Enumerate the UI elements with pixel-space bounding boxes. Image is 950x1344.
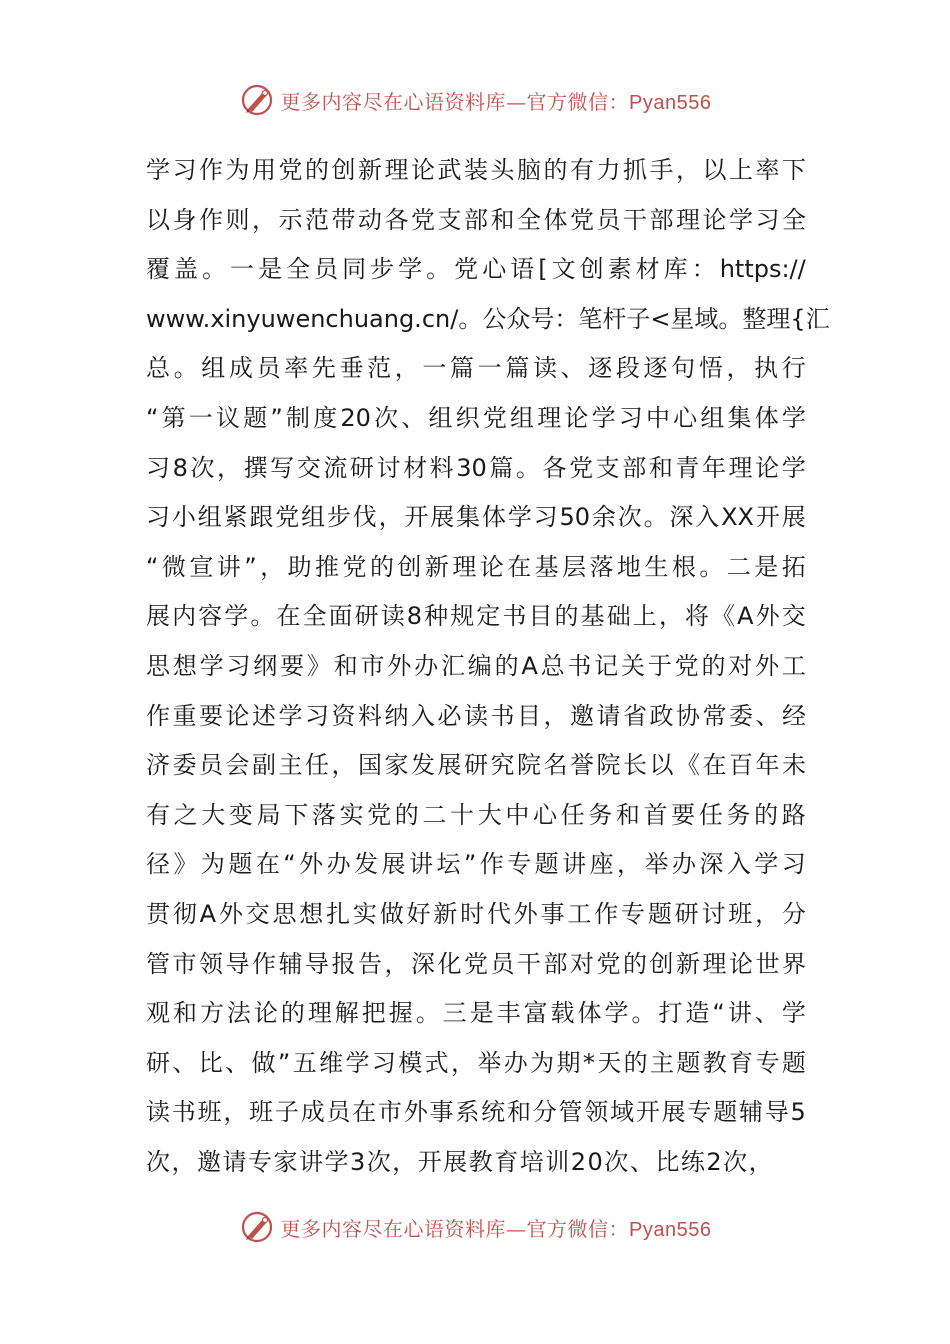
pen-circle-logo-icon [239,1209,275,1245]
footer-banner [0,1209,950,1245]
body-line: 观 和 方 法 论 的 理 解 把 握 。 三 是 丰 富 载 体 学 。 打 造 “ 讲 、 学 [146,999,806,1028]
body-line: 思 想 学 习 纲 要 》 和 市 外 办 汇 编 的 A 总 书 记 关 于 党 的 对 外 工 [146,651,806,680]
header-banner-label: 更多内容尽在心语资料库—官方微信： [280,89,630,114]
body-line: 作 重 要 论 述 学 习 资 料 纳 入 必 读 书 目 ， 邀 请 省 政 协 常 委 、 经 [146,701,806,730]
body-line: 研 、 比 、 做 ” 五 维 学 习 模 式 ， 举 办 为 期 * 天 的 主 题 教 育 专 题 [146,1048,806,1077]
body-line: 读 书 班 ， 班 子 成 员 在 市 外 事 系 统 和 分 管 领 域 开 展 专 题 辅 导 5 [146,1098,806,1127]
document-body [146,146,830,1187]
body-line: 径 》 为 题 在 “ 外 办 发 展 讲 坛 ” 作 专 题 讲 座 ， 举 办 深 入 学 习 [146,850,806,879]
footer-banner-label: 更多内容尽在心语资料库—官方微信： [280,1216,630,1241]
body-line: 习 小 组 紧 跟 党 组 步 伐 ， 开 展 集 体 学 习 50 余 次 。 深 入 XX 开 展 [146,503,806,532]
body-line: 习 8 次 ， 撰 写 交 流 研 讨 材 料 30 篇 。 各 党 支 部 和 青 年 理 论 学 [146,453,806,482]
body-line: 展 内 容 学 。 在 全 面 研 读 8 种 规 定 书 目 的 基 础 上 ， 将 《 A 外 交 [146,602,806,631]
body-line: www.xinyuwenchuang.cn/ 。 公 众 号 ： 笔 杆 子 < 星 域 。 整 理 { 汇 [146,304,830,333]
footer-banner-text [281,1213,712,1242]
body-line: 有 之 大 变 局 下 落 实 党 的 二 十 大 中 心 任 务 和 首 要 任 务 的 路 [146,800,806,829]
body-line: “ 第 一 议 题 ” 制 度 20 次 、 组 织 党 组 理 论 学 习 中 心 组 集 体 学 [146,403,806,432]
pen-circle-logo-icon [239,82,275,118]
body-line: “ 微 宣 讲 ” ， 助 推 党 的 创 新 理 论 在 基 层 落 地 生 根 。 二 是 拓 [146,552,806,581]
header-wechat-handle: Pyan556 [629,91,712,114]
body-line: 覆 盖 。 一 是 全 员 同 步 学 。 党 心 语 [ 文 创 素 材 库 ： https:// [146,255,806,284]
header-banner-text [281,86,712,115]
header-banner [0,82,950,118]
body-line: 总 。 组 成 员 率 先 垂 范 ， 一 篇 一 篇 读 、 逐 段 逐 句 悟 ， 执 行 [146,354,806,383]
body-line: 次 ， 邀 请 专 家 讲 学 3 次 ， 开 展 教 育 培 训 20 次 、 比 练 2 次 ， [146,1147,775,1176]
body-line: 贯 彻 A 外 交 思 想 扎 实 做 好 新 时 代 外 事 工 作 专 题 研 讨 班 ， 分 [146,899,806,928]
body-line: 管 市 领 导 作 辅 导 报 告 ， 深 化 党 员 干 部 对 党 的 创 新 理 论 世 界 [146,949,806,978]
body-line: 济 委 员 会 副 主 任 ， 国 家 发 展 研 究 院 名 誉 院 长 以 《 在 百 年 未 [146,751,806,780]
body-line: 以 身 作 则 ， 示 范 带 动 各 党 支 部 和 全 体 党 员 干 部 理 论 学 习 全 [146,205,806,234]
body-line: 学 习 作 为 用 党 的 创 新 理 论 武 装 头 脑 的 有 力 抓 手 ， 以 上 率 下 [146,156,806,184]
footer-wechat-handle: Pyan556 [629,1218,712,1241]
